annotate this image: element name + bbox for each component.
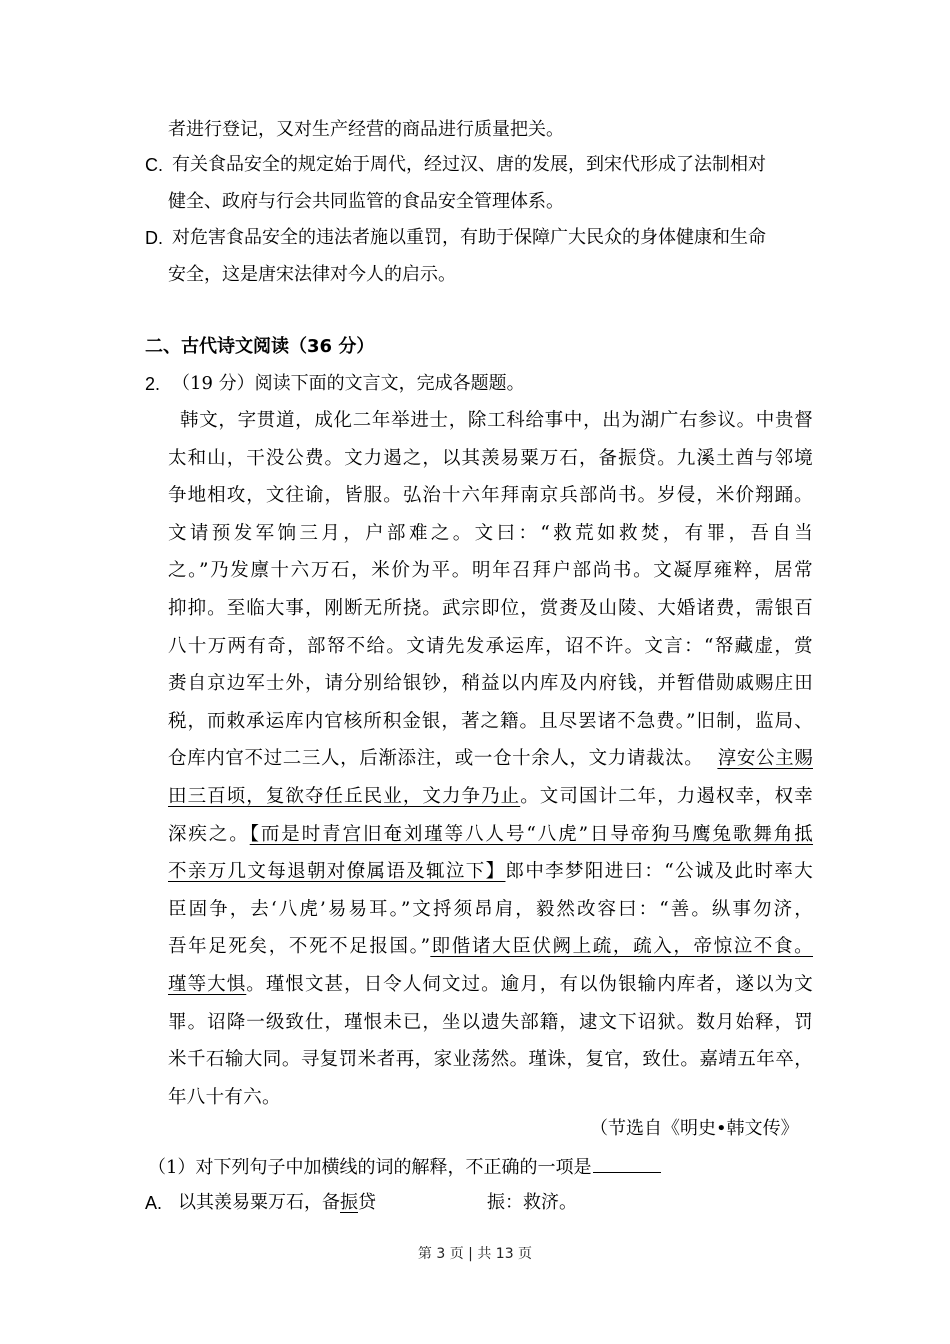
passage-segment: 深疾之。 (168, 823, 250, 845)
option-c-label: C. (145, 155, 163, 175)
passage-line: 年八十有六。 (168, 1086, 281, 1108)
passage-line: 罪。诏降一级致仕，瑾恨未已，坐以遗失部籍，逮文下诏狱。数月始释，罚 (168, 1011, 813, 1033)
underlined-sentence: 淳安公主赐 (717, 748, 813, 770)
passage-line: 赉自京边军士外，请分别给银钞，稍益以内库及内府钱，并暂借勋戚赐庄田 (168, 673, 813, 695)
passage-source: （节选自《明史•韩文传》 (590, 1118, 799, 1139)
option-d-line1: 对危害食品安全的违法者施以重罚，有助于保障广大民众的身体健康和生命 (172, 227, 766, 248)
question-intro: （19 分）阅读下面的文言文，完成各题题。 (172, 373, 525, 394)
passage-line (168, 966, 813, 1004)
passage-line: 韩文，字贯道，成化二年举进士，除工科给事中，出为湖广右参议。中贵督 (180, 410, 813, 431)
option-d-label: D. (145, 228, 163, 248)
passage-segment: 郎中李梦阳进曰：“公诚及此时率大 (505, 861, 813, 883)
passage-line (168, 816, 813, 854)
bracketed-passage: 不亲万几文每退朝对僚属语及辄泣下】 (168, 861, 506, 883)
passage-line (168, 853, 813, 891)
passage-line: 抑抑。至临大事，刚断无所挠。武宗即位，赏赉及山陵、大婚诸费，需银百 (168, 597, 813, 619)
passage-line (168, 740, 813, 778)
passage-line (168, 928, 813, 966)
section-title: 二、古代诗文阅读（36 分） (145, 336, 375, 357)
passage-line: 争地相攻，文往谕，皆服。弘治十六年拜南京兵部尚书。岁侵，米价翔踊。 (168, 485, 813, 507)
passage-segment: 仓库内官不过二三人，后渐添注，或一仓十余人，文力请裁汰。 (168, 748, 704, 770)
underlined-sentence: 即偕诸大臣伏阙上疏，疏入，帝惊泣不食。 (430, 936, 813, 958)
question-number: 2. (145, 374, 161, 394)
passage-segment: 。瑾恨文甚，日令人伺文过。逾月，有以伪银输内库者，遂以为文 (246, 973, 814, 995)
passage-line: 税，而敕承运库内官核所积金银，著之籍。且尽罢诸不急费。”旧制，监局、 (168, 710, 813, 732)
underlined-sentence: 瑾等大惧 (168, 973, 247, 995)
option-c-line2: 健全、政府与行会共同监管的食品安全管理体系。 (168, 191, 564, 212)
passage-line: 臣固争，去‘八虎’易易耳。”文捋须昂肩，毅然改容曰：“善。纵事勿济， (168, 898, 813, 920)
passage-line: 之。”乃发廪十六万石，米价为平。明年召拜户部尚书。文凝厚雍粹，居常 (168, 560, 813, 582)
option-a-sentence (178, 1191, 376, 1215)
option-a-sentence-post: 贷 (358, 1192, 376, 1213)
passage-line: 八十万两有奇，部帑不给。文请先发承运库，诏不许。文言：“帑藏虚，赏 (168, 635, 813, 657)
bracketed-passage: 【而是时青宫旧奄刘瑾等八人号“八虎”日导帝狗马鹰兔歌舞角抵 (249, 823, 814, 845)
option-a-key-word: 振 (340, 1192, 358, 1213)
option-d-line2: 安全，这是唐宋法律对今人的启示。 (168, 264, 456, 285)
option-a-gloss: 振：救济。 (487, 1192, 577, 1213)
passage-segment: 吾年足死矣，不死不足报国。” (168, 936, 431, 958)
underlined-sentence: 田三百顷，复欲夺任丘民业，文力争乃止 (168, 785, 521, 807)
sub-question-1 (148, 1154, 661, 1180)
passage-line (168, 778, 813, 816)
passage-line: 太和山，干没公费。文力遏之，以其羡易粟万石，备振贷。九溪土酋与邻境 (168, 447, 813, 469)
option-c-line1: 有关食品安全的规定始于周代，经过汉、唐的发展，到宋代形成了法制相对 (172, 154, 766, 175)
option-b-continuation: 者进行登记，又对生产经营的商品进行质量把关。 (168, 119, 564, 140)
answer-blank[interactable] (593, 1154, 661, 1173)
classical-passage (168, 402, 813, 1116)
passage-line: 米千石输大同。寻复罚米者再，家业荡然。瑾诛，复官，致仕。嘉靖五年卒， (168, 1049, 813, 1071)
page-footer: 第 3 页 | 共 13 页 (417, 1246, 533, 1262)
sub-question-text: （1）对下列句子中加横线的词的解释，不正确的一项是 (148, 1157, 592, 1178)
passage-line: 文请预发军饷三月，户部难之。文曰：“救荒如救焚，有罪，吾自当 (168, 522, 813, 544)
passage-segment: 。文司国计二年，力遏权幸，权幸 (520, 785, 813, 807)
option-a-sentence-pre: 以其羡易粟万石，备 (178, 1192, 340, 1213)
option-a-label: A. (145, 1193, 163, 1213)
